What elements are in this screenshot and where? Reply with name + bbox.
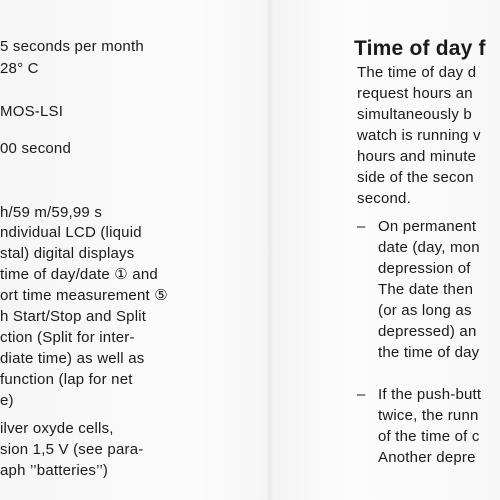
spec-line: sion 1,5 V (see para- xyxy=(0,441,144,458)
bullet-line: If the push-butt xyxy=(378,386,482,403)
spec-line: h/59 m/59,99 s xyxy=(0,204,103,221)
spec-line: time of day/date ① and xyxy=(0,266,158,283)
spec-line: function (lap for net xyxy=(0,371,133,388)
intro-line: second. xyxy=(357,190,411,207)
spec-line: stal) digital displays xyxy=(0,245,135,262)
bullet-line: depression of xyxy=(378,260,471,277)
intro-line: The time of day d xyxy=(357,64,477,81)
intro-line: hours and minute xyxy=(357,148,477,165)
spec-line: 28° C xyxy=(0,60,39,77)
spec-line: diate time) as well as xyxy=(0,350,145,367)
section-heading: Time of day f xyxy=(354,37,486,60)
spec-line: aph ’’batteries’’) xyxy=(0,462,109,479)
bullet-line: On permanent xyxy=(378,218,477,235)
bullet-line: Another depre xyxy=(378,449,476,466)
spec-line: ort time measurement ⑤ xyxy=(0,287,168,304)
spec-line: MOS-LSI xyxy=(0,103,64,120)
spec-line: ndividual LCD (liquid xyxy=(0,224,142,241)
intro-line: request hours an xyxy=(357,85,473,102)
intro-line: side of the secon xyxy=(357,169,474,186)
bullet-dash: – xyxy=(357,386,366,403)
spec-line: ction (Split for inter- xyxy=(0,329,135,346)
bullet-line: (or as long as xyxy=(378,302,472,319)
spec-line: 5 seconds per month xyxy=(0,38,144,55)
intro-line: simultaneously b xyxy=(357,106,472,123)
bullet-line: twice, the runn xyxy=(378,407,479,424)
bullet-line: of the time of c xyxy=(378,428,480,445)
intro-line: watch is running v xyxy=(357,127,481,144)
bullet-line: date (day, mon xyxy=(378,239,480,256)
spec-line: e) xyxy=(0,392,14,409)
bullet-dash: – xyxy=(357,218,366,235)
spec-line: h Start/Stop and Split xyxy=(0,308,147,325)
spec-line: ilver oxyde cells, xyxy=(0,420,114,437)
bullet-line: the time of day xyxy=(378,344,480,361)
bullet-line: The date then xyxy=(378,281,474,298)
bullet-line: depressed) an xyxy=(378,323,477,340)
page-fold xyxy=(267,0,273,500)
spec-line: 00 second xyxy=(0,140,72,157)
